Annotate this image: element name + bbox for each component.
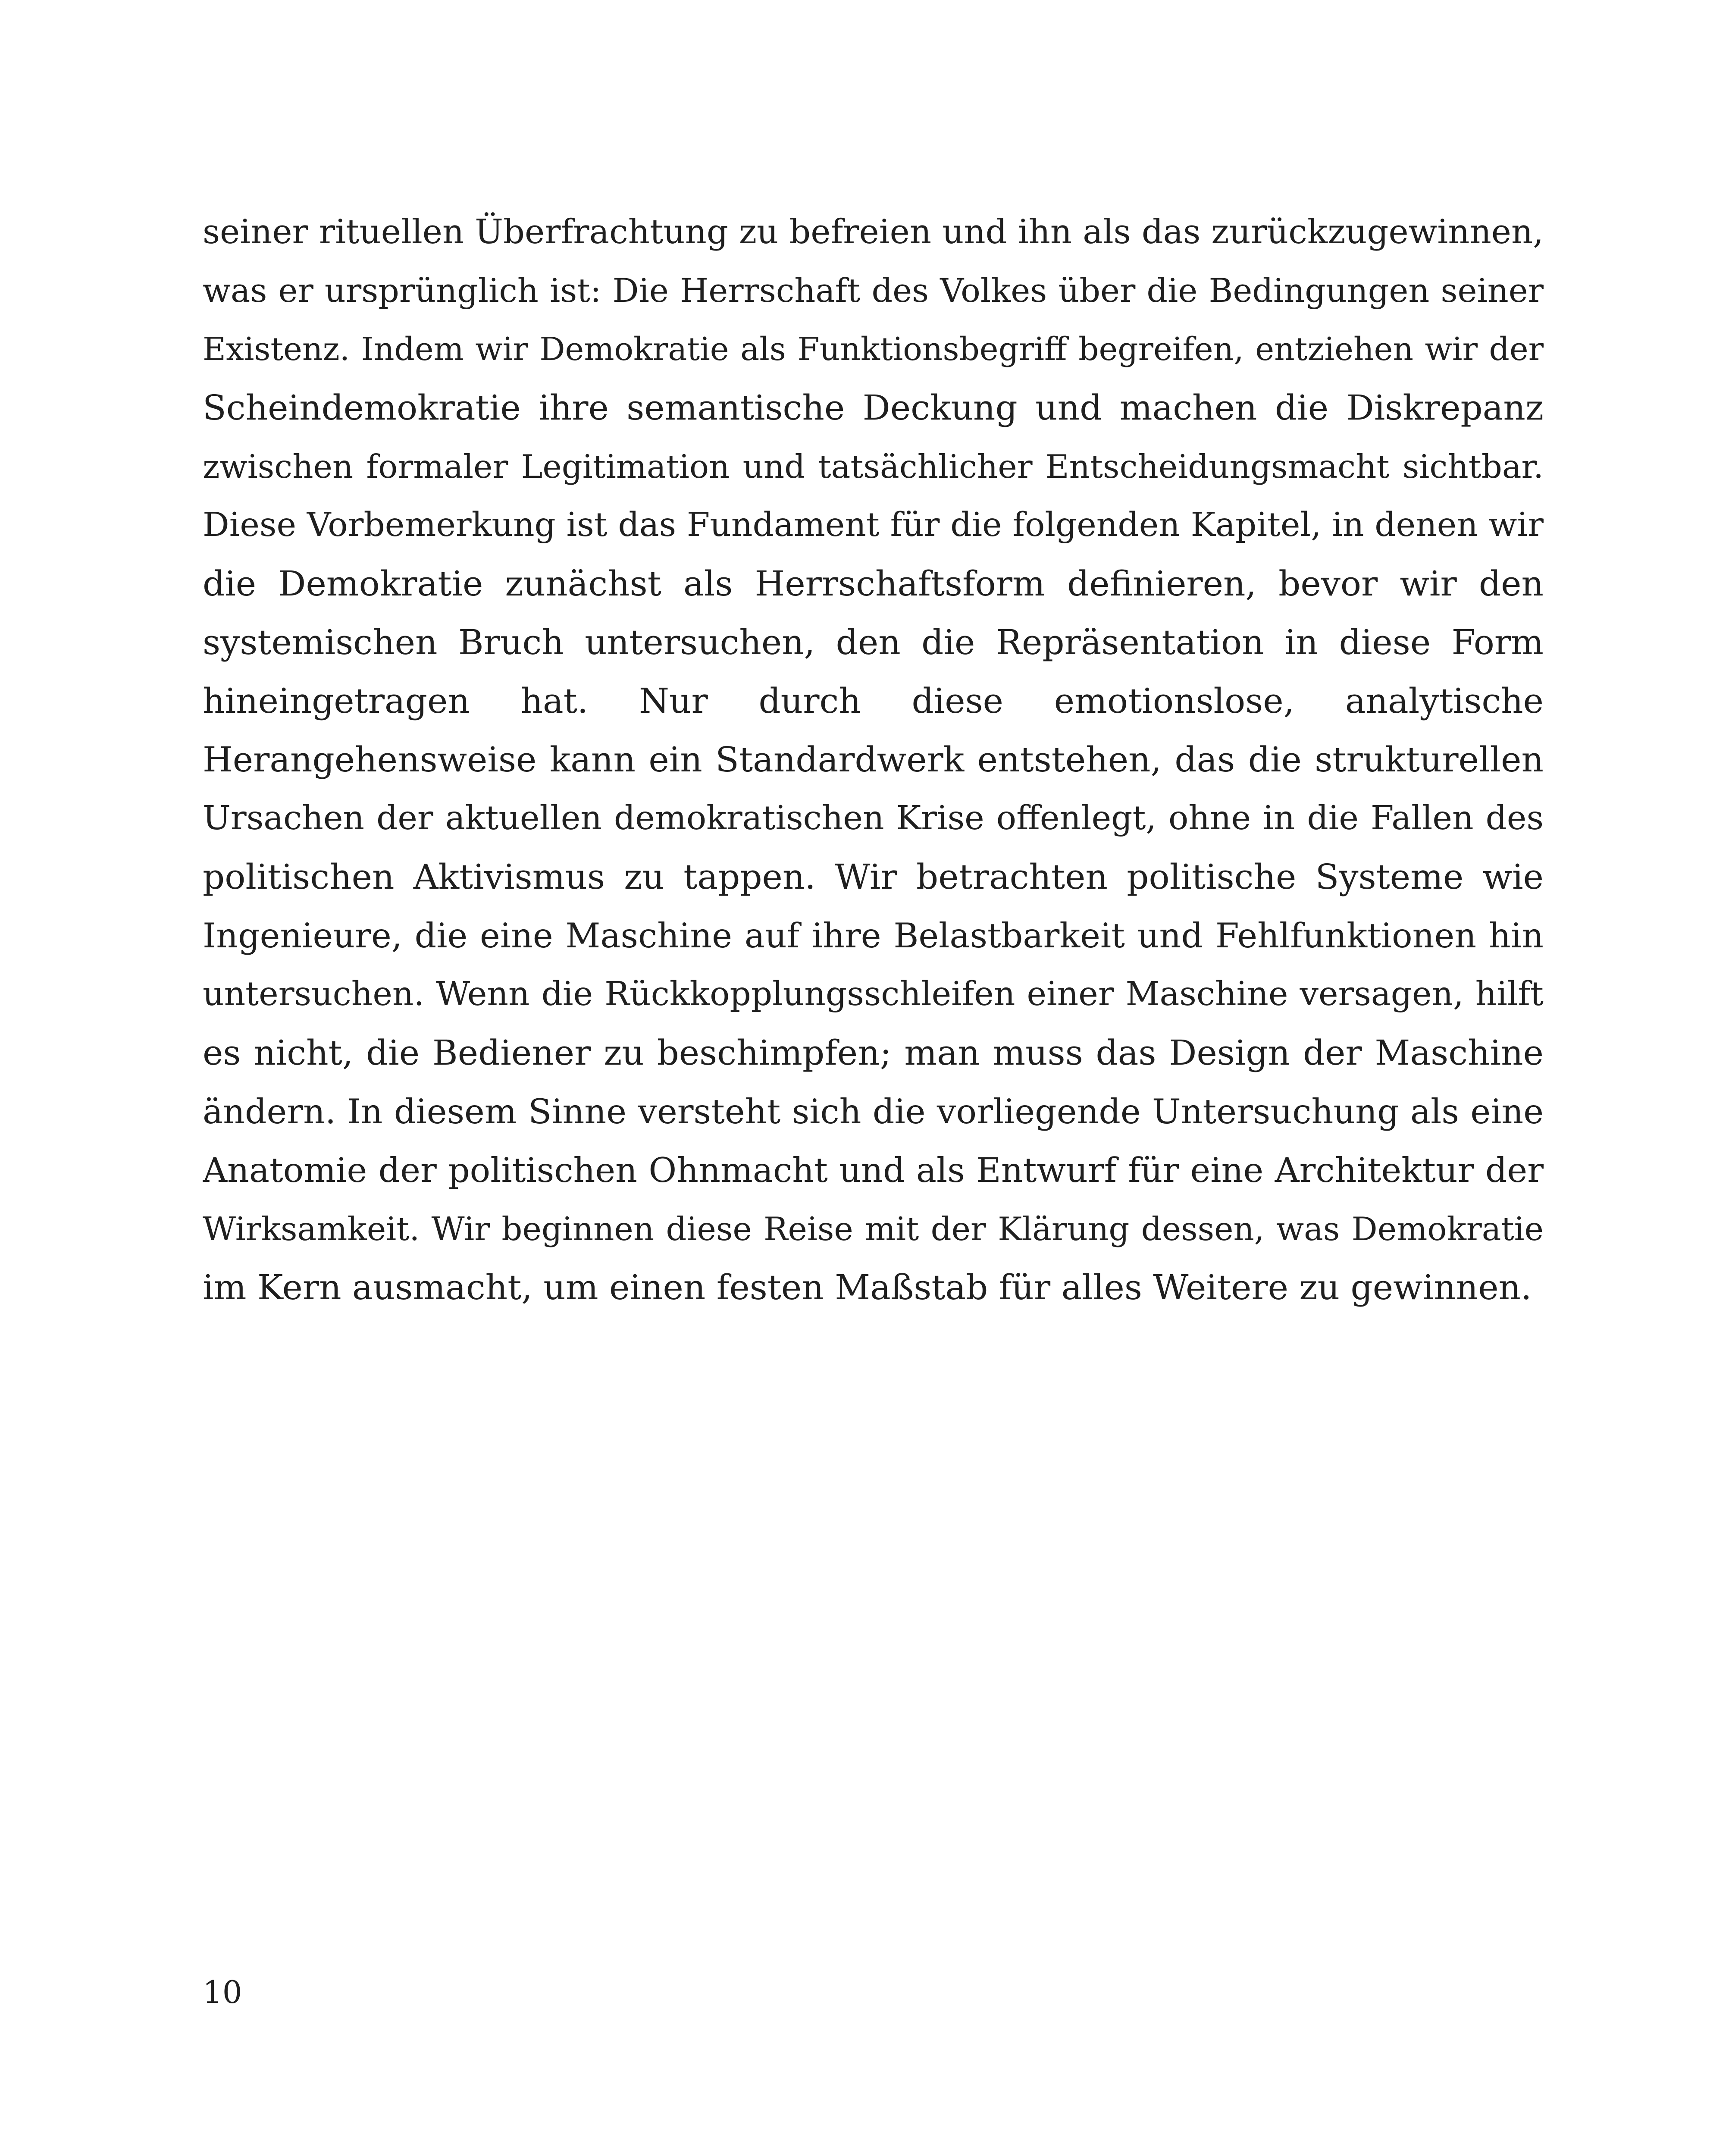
text-line: im Kern ausmacht, um einen festen Maßstab für alles Weitere zu gewinnen. <box>203 1267 1532 1307</box>
text-line: hineingetragen hat. Nur durch diese emotionslose, analytische <box>203 681 1544 721</box>
body-paragraph <box>203 203 1544 1317</box>
text-line: Scheindemokratie ihre semantische Deckung und machen die Diskrepanz <box>203 388 1544 428</box>
text-line: was er ursprünglich ist: Die Herrschaft des Volkes über die Bedingungen seiner <box>203 271 1544 310</box>
text-line: Anatomie der politischen Ohnmacht und als Entwurf für eine Architektur der <box>203 1150 1544 1190</box>
text-line: Existenz. Indem wir Demokratie als Funktionsbegriff begreifen, entziehen wir der <box>203 331 1544 368</box>
text-line: seiner rituellen Überfrachtung zu befreien und ihn als das zurückzugewinnen, <box>203 213 1544 251</box>
text-line: Herangehensweise kann ein Standardwerk entstehen, das die strukturellen <box>203 740 1544 780</box>
text-line: systemischen Bruch untersuchen, den die Repräsentation in diese Form <box>203 622 1544 662</box>
text-line: zwischen formaler Legitimation und tatsächlicher Entscheidungsmacht sichtbar. <box>203 448 1544 486</box>
text-line: untersuchen. Wenn die Rückkopplungsschleifen einer Maschine versagen, hilft <box>203 975 1544 1013</box>
text-line: Wirksamkeit. Wir beginnen diese Reise mit der Klärung dessen, was Demokratie <box>203 1210 1544 1248</box>
text-line: Ursachen der aktuellen demokratischen Krise offenlegt, ohne in die Fallen des <box>203 799 1544 837</box>
text-line: Ingenieure, die eine Maschine auf ihre Belastbarkeit und Fehlfunktionen hin <box>203 916 1544 956</box>
text-line: ändern. In diesem Sinne versteht sich die vorliegende Untersuchung als eine <box>203 1092 1544 1131</box>
text-line: Diese Vorbemerkung ist das Fundament für die folgenden Kapitel, in denen wir <box>203 506 1544 544</box>
text-line: es nicht, die Bediener zu beschimpfen; man muss das Design der Maschine <box>203 1033 1544 1073</box>
page-number: 10 <box>203 1974 242 2010</box>
text-line: politischen Aktivismus zu tappen. Wir betrachten politische Systeme wie <box>203 857 1544 897</box>
text-line: die Demokratie zunächst als Herrschaftsform definieren, bevor wir den <box>203 564 1544 604</box>
